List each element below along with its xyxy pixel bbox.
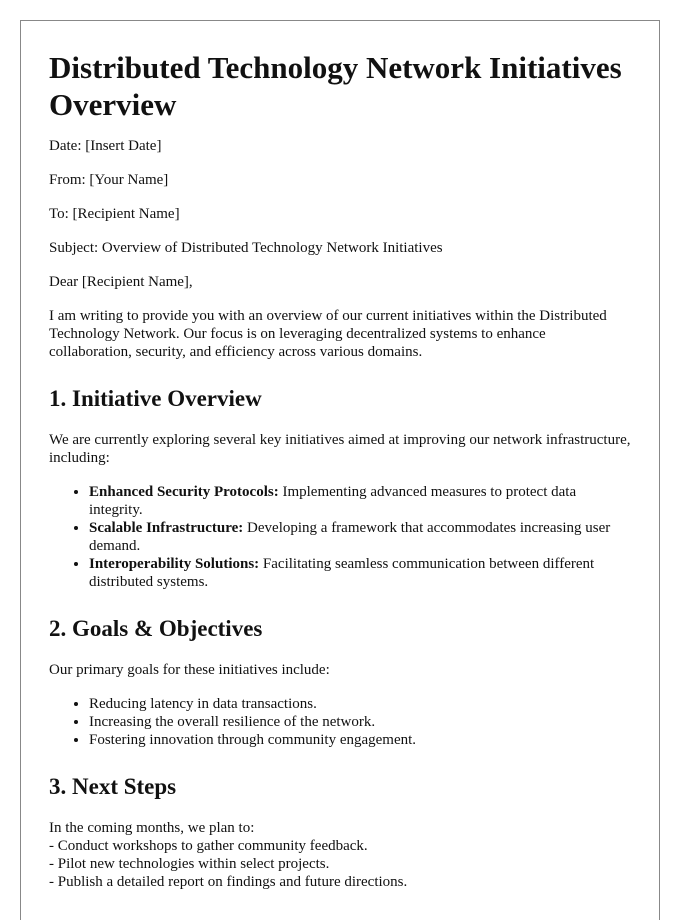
list-item-text: Developing a framework that accommodates increasing user demand. <box>89 520 611 554</box>
next-steps-line: In the coming months, we plan to: <box>49 820 255 836</box>
initiative-overview-text: We are currently exploring several key initiatives aimed at improving our network infrastructure, including: <box>49 432 631 466</box>
list-item-text: Facilitating seamless communication between different distributed systems. <box>89 556 595 590</box>
list-item: • Reducing latency in data transactions. <box>89 695 631 713</box>
to-line: To: [Recipient Name] <box>49 206 180 222</box>
list-item <box>89 555 631 591</box>
next-steps-line: - Publish a detailed report on findings and future directions. <box>49 874 408 890</box>
subject-line: Subject: Overview of Distributed Technology Network Initiatives <box>49 240 443 256</box>
list-item: • Increasing the overall resilience of the network. <box>89 713 631 731</box>
intro-paragraph: I am writing to provide you with an overview of our current initiatives within the Distributed Technology Network. Our focus is on leveraging decentralized systems to enhance collaboration, security, and efficiency across various domains. <box>49 308 607 360</box>
next-steps-block <box>49 819 631 891</box>
list-item-label: Interoperability Solutions: <box>89 556 260 572</box>
next-steps-line: - Pilot new technologies within select projects. <box>49 856 330 872</box>
from-line: From: [Your Name] <box>49 172 169 188</box>
date-line: Date: [Insert Date] <box>49 138 162 154</box>
section-heading-goals: 2. Goals & Objectives <box>49 616 263 641</box>
letter-document <box>20 20 660 920</box>
section-heading-initiative-overview: 1. Initiative Overview <box>49 386 262 411</box>
goals-text: Our primary goals for these initiatives include: <box>49 662 330 678</box>
list-item-label: Enhanced Security Protocols: <box>89 484 279 500</box>
document-title: Distributed Technology Network Initiatives Overview <box>49 50 622 122</box>
section-heading-next-steps: 3. Next Steps <box>49 774 177 799</box>
list-item <box>89 483 631 519</box>
list-item: • Fostering innovation through community engagement. <box>89 731 631 749</box>
list-item <box>89 519 631 555</box>
list-item-label: Scalable Infrastructure: <box>89 520 244 536</box>
goals-list <box>49 695 631 749</box>
list-item-text: Implementing advanced measures to protect data integrity. <box>89 484 577 518</box>
initiatives-list <box>49 483 631 591</box>
salutation: Dear [Recipient Name], <box>49 274 193 290</box>
next-steps-line: - Conduct workshops to gather community feedback. <box>49 838 368 854</box>
